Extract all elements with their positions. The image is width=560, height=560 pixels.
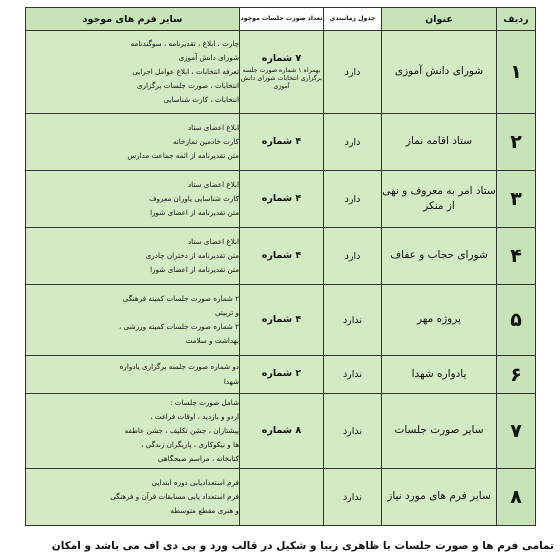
row-count	[240, 394, 324, 469]
form-line: فرم استعداد یابی مسابقات قرآن و فرهنگی	[110, 491, 239, 501]
row-count	[240, 356, 324, 394]
count-value: ۴ شماره	[261, 192, 302, 204]
form-line: کارت شناسایی یاوران معروف	[149, 193, 239, 203]
row-title: ستاد امر به معروف و نهی از منکر	[382, 171, 497, 228]
form-line: دو شماره صورت جلسه برگزاری یادواره	[119, 362, 239, 372]
row-number: ۷	[497, 394, 536, 469]
row-title: یادواره شهدا	[382, 356, 497, 394]
table-row	[26, 31, 536, 114]
row-other-forms	[26, 469, 240, 526]
row-title: ستاد اقامه نماز	[382, 114, 497, 171]
form-line: چارت ، ابلاغ ، تقدیرنامه ، سوگندنامه	[130, 38, 239, 48]
table-header-row	[26, 8, 536, 31]
form-line: فرم استعدادیابی دوره ابتدایی	[151, 477, 239, 487]
form-line: ها و نیکوکاری ، پاریگران زندگی ،	[141, 440, 239, 450]
row-number: ۵	[497, 285, 536, 356]
form-line: اردو و بازدید ، اوقات فراغت ،	[150, 411, 239, 421]
row-count	[240, 114, 324, 171]
table-row	[26, 394, 536, 469]
row-other-forms	[26, 31, 240, 114]
form-line: و تربیتی	[214, 307, 239, 317]
row-schedule: دارد	[324, 228, 382, 285]
count-value: ۲ شماره	[261, 368, 302, 380]
row-schedule: دارد	[324, 114, 382, 171]
form-line: شامل صورت جلسات :	[169, 397, 239, 407]
row-count	[240, 285, 324, 356]
row-count	[240, 469, 324, 526]
row-number: ۶	[497, 356, 536, 394]
header-schedule: جدول زمانبندی	[324, 8, 382, 31]
row-number: ۸	[497, 469, 536, 526]
count-value: ۴ شماره	[261, 135, 302, 147]
row-schedule: ندارد	[324, 285, 382, 356]
row-count	[240, 171, 324, 228]
document-page	[26, 7, 536, 526]
form-line: تعرفه انتخابات ، ابلاغ عوامل اجرایی	[132, 66, 239, 76]
row-title: شورای دانش آموزی	[382, 31, 497, 114]
form-line: بهداشت و سلامت	[185, 336, 239, 346]
count-value: ۴ شماره	[261, 313, 302, 325]
form-line: متن تقدیرنامه از اعضای شورا	[150, 265, 239, 275]
form-line: متن تقدیرنامه از ائمه جماعت مدارس	[127, 151, 239, 161]
count-value: ۴ شماره	[261, 249, 302, 261]
row-other-forms	[26, 171, 240, 228]
form-line: متن تقدیرنامه از دختران چادری	[145, 250, 239, 260]
row-other-forms	[26, 228, 240, 285]
row-other-forms	[26, 285, 240, 356]
forms-table	[25, 7, 536, 526]
form-line: انتخابات ، کارت شناسایی	[163, 95, 239, 105]
row-number: ۴	[497, 228, 536, 285]
table-row	[26, 114, 536, 171]
table-row	[26, 469, 536, 526]
row-title: پروژه مهر	[382, 285, 497, 356]
form-line: پیشتازان ، جشن تکلیف ، جشن عاطفه	[124, 425, 239, 435]
header-other-forms: سایر فرم های موجود	[26, 8, 240, 31]
footer-note: تمامی فرم ها و صورت جلسات با ظاهری زیبا و شکیل در قالب ورد و پی دی اف می باشد و امکان	[51, 540, 554, 552]
row-number: ۳	[497, 171, 536, 228]
form-line: شهدا	[223, 376, 239, 386]
row-schedule: ندارد	[324, 356, 382, 394]
row-count	[240, 31, 324, 114]
row-number: ۲	[497, 114, 536, 171]
row-other-forms	[26, 114, 240, 171]
row-schedule: ندارد	[324, 469, 382, 526]
row-other-forms	[26, 394, 240, 469]
row-title: سایر فرم های مورد نیاز	[382, 469, 497, 526]
table-row	[26, 356, 536, 394]
form-line: ابلاغ اعضای ستاد	[187, 236, 239, 246]
form-line: و هنری مقطع متوسطه	[170, 506, 239, 516]
form-line: شورای دانش آموزی	[178, 52, 239, 62]
form-line: متن تقدیرنامه از اعضای شورا	[150, 208, 239, 218]
row-schedule: ندارد	[324, 394, 382, 469]
row-number: ۱	[497, 31, 536, 114]
row-title: سایر صورت جلسات	[382, 394, 497, 469]
header-count: تعداد صورت جلسات موجود	[240, 8, 324, 31]
row-count	[240, 228, 324, 285]
form-line: کتابخانه ، مراسم صبحگاهی	[157, 454, 239, 464]
header-row-number: ردیف	[497, 8, 536, 31]
header-title: عنوان	[382, 8, 497, 31]
form-line: کارت خادمین نمازخانه	[172, 136, 239, 146]
row-schedule: دارد	[324, 31, 382, 114]
form-line: ۲ شماره صورت جلسات کمیته ورزشی ،	[119, 322, 239, 331]
count-note: بهمراه ۱ شماره صورت جلسه برگزاری انتخابات شورای دانش آموزی	[241, 67, 322, 90]
table-row	[26, 228, 536, 285]
count-value: ۸ شماره	[261, 424, 302, 436]
form-line: انتخابات ، صورت جلسات برگزاری	[136, 81, 239, 91]
row-title: شورای حجاب و عفاف	[382, 228, 497, 285]
row-schedule: دارد	[324, 171, 382, 228]
table-row	[26, 285, 536, 356]
form-line: ابلاغ اعضای ستاد	[187, 122, 239, 132]
form-line: ۲ شماره صورت جلسات کمیته فرهنگی	[122, 293, 239, 303]
count-value: ۷ شماره	[261, 53, 302, 65]
table-row	[26, 171, 536, 228]
form-line: ابلاغ اعضای ستاد	[187, 179, 239, 189]
row-other-forms	[26, 356, 240, 394]
